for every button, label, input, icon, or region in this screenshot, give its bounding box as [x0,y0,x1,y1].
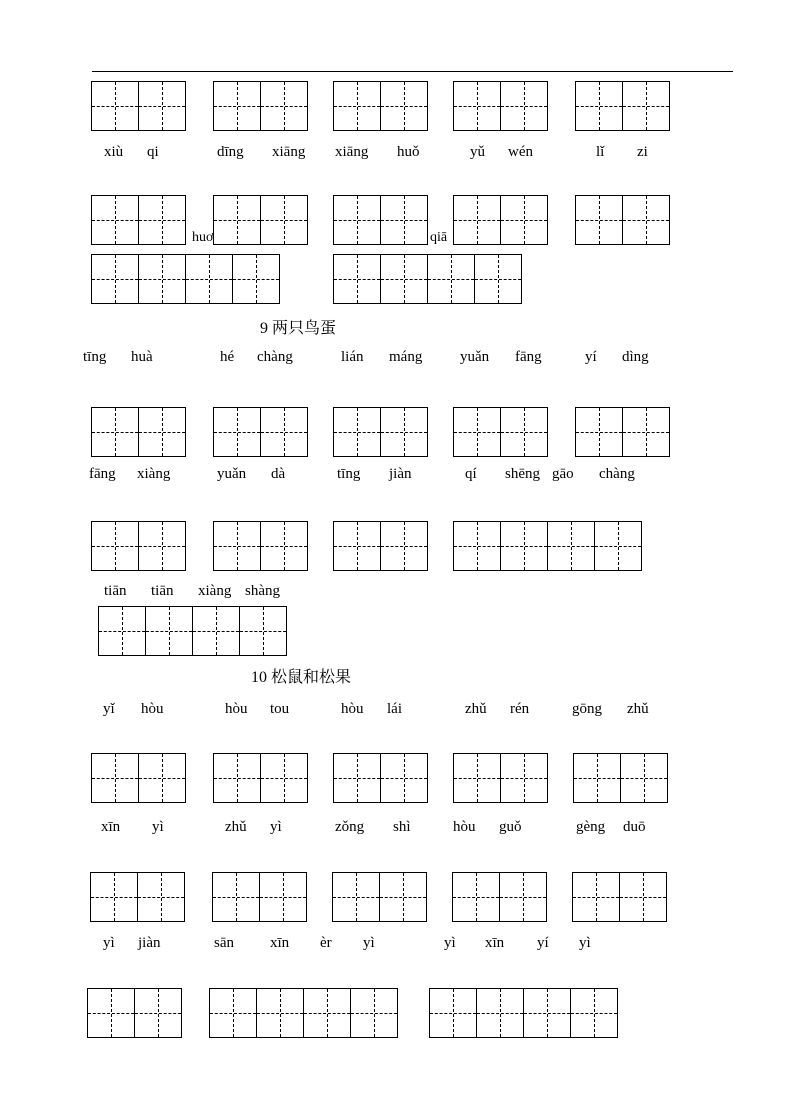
pinyin-syllable: hòu [453,819,476,835]
pinyin-syllable: qi [147,144,159,160]
pinyin-syllable: guǒ [499,819,522,835]
writing-grid[interactable] [333,195,427,245]
lesson-title: 9 两只鸟蛋 [260,320,337,337]
pinyin-syllable: tīng [83,349,107,365]
lesson-title: 10 松鼠和松果 [251,669,352,686]
writing-grid[interactable] [452,872,546,922]
pinyin-syllable: rén [510,701,530,717]
pinyin-syllable: shì [393,819,411,835]
pinyin-syllable: xiù [104,144,124,160]
writing-grid[interactable] [213,753,307,803]
pinyin-syllable: shēng [505,466,540,482]
pinyin-syllable: tiān [151,583,174,599]
writing-grid[interactable] [98,606,286,656]
writing-grid[interactable] [453,81,547,131]
pinyin-syllable: zhǔ [627,701,649,717]
pinyin-syllable: yǐ [103,701,115,717]
pinyin-syllable: xiàng [137,466,171,482]
pinyin-syllable: yì [270,819,282,835]
writing-grid[interactable] [213,81,307,131]
writing-grid[interactable] [572,872,666,922]
writing-grid[interactable] [333,753,427,803]
pinyin-syllable: xīn [270,935,290,951]
writing-grid[interactable] [91,195,185,245]
writing-grid[interactable] [575,195,669,245]
pinyin-syllable: huǒ [397,144,420,160]
partial-pinyin-fragment: huơ [192,230,214,245]
pinyin-syllable: tīng [337,466,361,482]
pinyin-syllable: yí [537,935,549,951]
writing-grid[interactable] [333,521,427,571]
pinyin-syllable: zhǔ [465,701,487,717]
pinyin-syllable: yì [103,935,115,951]
pinyin-syllable: zhǔ [225,819,247,835]
pinyin-syllable: gèng [576,819,606,835]
pinyin-syllable: hé [220,349,235,365]
writing-grid[interactable] [213,407,307,457]
writing-grid[interactable] [91,521,185,571]
writing-grid[interactable] [87,988,181,1038]
writing-grid[interactable] [333,407,427,457]
pinyin-syllable: yì [363,935,375,951]
pinyin-syllable: dìng [622,349,649,365]
pinyin-syllable: fāng [515,349,542,365]
pinyin-syllable: lián [341,349,364,365]
writing-grid[interactable] [453,407,547,457]
pinyin-syllable: yuǎn [460,349,490,365]
writing-grid[interactable] [575,407,669,457]
writing-grid[interactable] [212,872,306,922]
pinyin-syllable: qí [465,466,477,482]
pinyin-syllable: dīng [217,144,244,160]
pinyin-syllable: wén [508,144,533,160]
pinyin-syllable: huà [131,349,153,365]
pinyin-syllable: yuǎn [217,466,247,482]
writing-grid[interactable] [429,988,617,1038]
writing-grid[interactable] [91,753,185,803]
pinyin-syllable: lǐ [596,144,605,160]
pinyin-syllable: máng [389,349,423,365]
pinyin-syllable: xīn [101,819,121,835]
writing-grid[interactable] [573,753,667,803]
pinyin-syllable: zi [637,144,648,160]
pinyin-syllable: jiàn [138,935,161,951]
writing-grid[interactable] [91,407,185,457]
pinyin-syllable: dà [271,466,286,482]
writing-grid[interactable] [453,195,547,245]
pinyin-syllable: chàng [257,349,293,365]
writing-grid[interactable] [91,254,279,304]
pinyin-syllable: gāo [552,466,574,482]
pinyin-syllable: chàng [599,466,635,482]
pinyin-syllable: yǔ [470,144,485,160]
pinyin-syllable: yì [579,935,591,951]
writing-grid[interactable] [453,521,641,571]
pinyin-syllable: sān [214,935,234,951]
writing-grid[interactable] [213,521,307,571]
pinyin-syllable: fāng [89,466,116,482]
pinyin-syllable: hòu [341,701,364,717]
pinyin-syllable: hòu [141,701,164,717]
pinyin-syllable: yì [444,935,456,951]
writing-grid[interactable] [575,81,669,131]
pinyin-syllable: hòu [225,701,248,717]
writing-grid[interactable] [90,872,184,922]
pinyin-syllable: xiāng [272,144,306,160]
pinyin-syllable: xīn [485,935,505,951]
pinyin-syllable: yì [152,819,164,835]
pinyin-syllable: shàng [245,583,280,599]
pinyin-syllable: zǒng [335,819,365,835]
top-rule [92,71,733,72]
writing-grid[interactable] [209,988,397,1038]
pinyin-syllable: yí [585,349,597,365]
pinyin-syllable: èr [320,935,332,951]
pinyin-syllable: lái [387,701,402,717]
partial-pinyin-fragment: qiā [430,230,448,245]
writing-grid[interactable] [333,81,427,131]
writing-grid[interactable] [213,195,307,245]
pinyin-syllable: xiàng [198,583,232,599]
pinyin-syllable: duō [623,819,646,835]
pinyin-syllable: tou [270,701,290,717]
pinyin-syllable: jiàn [389,466,412,482]
writing-grid[interactable] [332,872,426,922]
writing-grid[interactable] [91,81,185,131]
pinyin-syllable: xiāng [335,144,369,160]
writing-grid[interactable] [333,254,521,304]
pinyin-syllable: gōng [572,701,602,717]
writing-grid[interactable] [453,753,547,803]
pinyin-syllable: tiān [104,583,127,599]
